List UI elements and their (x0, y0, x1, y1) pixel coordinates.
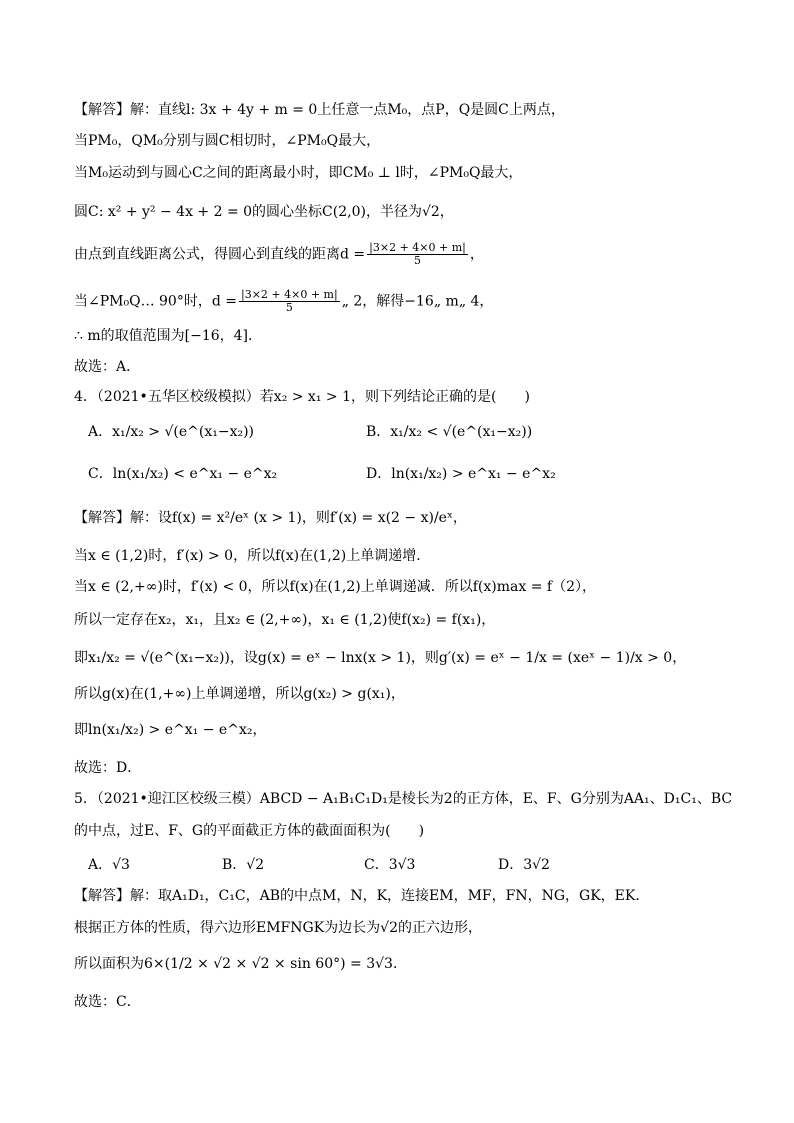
condition-fraction (239, 289, 340, 314)
solution4-line4: 所以一定存在x₂，x₁，且x₂ ∈ (2,+∞)，x₁ ∈ (1,2)使f(x₂) = f(x₁)， (74, 612, 496, 628)
solution3-line4: 圆C: x² + y² − 4x + 2 = 0的圆心坐标C(2,0)，半径为√2， (74, 204, 454, 220)
solution5-answer: 故选：C． (74, 994, 141, 1010)
solution3-line6 (74, 289, 754, 314)
fraction-numerator: |3×2 + 4×0 + m| (240, 288, 338, 301)
fraction-denominator: 5 (414, 254, 421, 267)
question5-option-d: D．3√2 (498, 857, 550, 873)
solution4-line5: 即x₁/x₂ = √(e^(x₁−x₂))，设g(x) = eˣ − lnx(x > 1)，则g′(x) = eˣ − 1/x = (xeˣ − 1)/x > 0， (74, 650, 687, 666)
solution3-line1: 【解答】解：直线l: 3x + 4y + m = 0上任意一点M₀，点P，Q是圆C上两点， (74, 102, 565, 118)
punctuation: ， (469, 246, 484, 263)
question4-stem: 4．（2021•五华区校级模拟）若x₂ > x₁ > 1，则下列结论正确的是( ) (74, 389, 530, 405)
question5-stem-line1: 5．（2021•迎江区校级三模）ABCD − A₁B₁C₁D₁是棱长为2的正方体，E、F、G分别为AA₁、D₁C₁、BC (74, 791, 733, 807)
solution3-answer: 故选：A． (74, 359, 141, 375)
question4-option-c: C．ln(x₁/x₂) < e^x₁ − e^x₂ (88, 466, 278, 482)
condition-result: „ 2，解得−16„ m„ 4， (341, 293, 494, 310)
solution4-line1: 【解答】解：设f(x) = x²/eˣ (x > 1)，则f′(x) = x(2 − x)/eˣ， (74, 510, 467, 526)
question5-option-c: C．3√3 (364, 857, 416, 873)
question4-option-b: B．x₁/x₂ < √(e^(x₁−x₂)) (366, 424, 533, 440)
fraction-denominator: 5 (285, 301, 293, 314)
question5-stem-line2: 的中点，过E、F、G的平面截正方体的截面面积为( ) (74, 823, 425, 839)
question5-option-b: B．√2 (222, 857, 265, 873)
solution5-line2: 根据正方体的性质，得六边形EMFNGK为边长为√2的正六边形， (74, 920, 482, 936)
solution4-line7: 即ln(x₁/x₂) > e^x₁ − e^x₂， (74, 722, 267, 738)
distance-text: 由点到直线距离公式，得圆心到直线的距离d = (74, 246, 366, 263)
question5-option-a: A．√3 (88, 857, 130, 873)
fraction-numerator: |3×2 + 4×0 + m| (369, 241, 466, 254)
solution3-line2: 当PM₀，QM₀分别与圆C相切时，∠PM₀Q最大， (74, 133, 381, 149)
solution3-line7: ∴ m的取值范围为[−16，4]． (74, 328, 263, 344)
solution5-line1: 【解答】解：取A₁D₁，C₁C，AB的中点M，N，K，连接EM，MF，FN，NG，GK，EK． (74, 888, 650, 904)
question4-option-d: D．ln(x₁/x₂) > e^x₁ − e^x₂ (366, 466, 556, 482)
solution3-line5 (74, 242, 754, 267)
solution4-line3: 当x ∈ (2,+∞)时，f′(x) < 0，所以f(x)在(1,2)上单调递减．所以f(x)max = f（2）， (74, 579, 596, 595)
distance-fraction (367, 242, 468, 267)
solution5-line3: 所以面积为6×(1/2 × √2 × √2 × sin 60°) = 3√3． (74, 956, 407, 972)
solution4-line2: 当x ∈ (1,2)时，f′(x) > 0，所以f(x)在(1,2)上单调递增． (74, 548, 431, 564)
condition-text: 当∠PM₀Q… 90°时，d = (74, 293, 237, 310)
solution4-answer: 故选：D． (74, 760, 142, 776)
question4-option-a: A．x₁/x₂ > √(e^(x₁−x₂)) (88, 424, 255, 440)
solution4-line6: 所以g(x)在(1,+∞)上单调递增，所以g(x₂) > g(x₁)， (74, 686, 405, 702)
solution3-line3: 当M₀运动到与圆心C之间的距离最小时，即CM₀ ⊥ l时，∠PM₀Q最大， (74, 165, 523, 181)
